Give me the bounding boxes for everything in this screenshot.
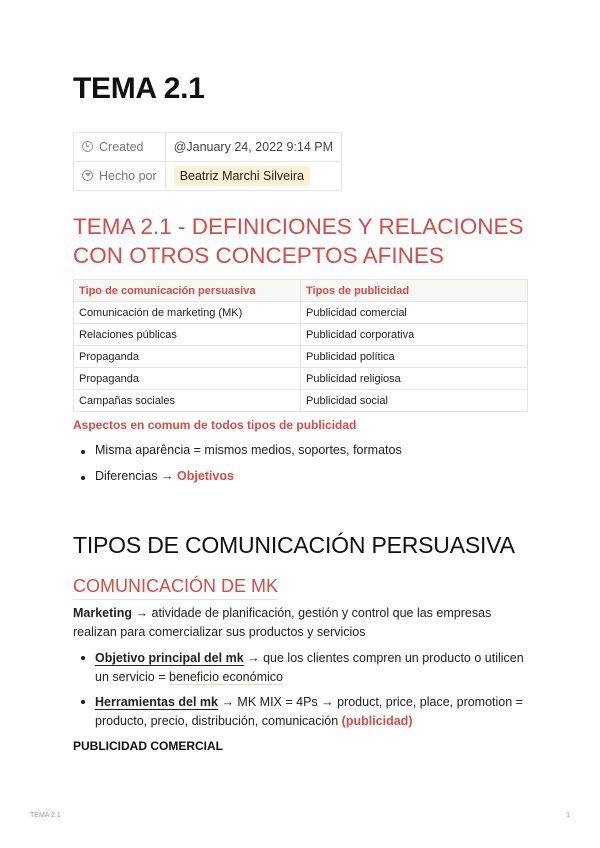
highlight-text: beneficio económico [169,670,283,684]
table-cell: Publicidad religiosa [301,368,528,390]
table-cell: Publicidad social [301,390,528,412]
property-value: @January 24, 2022 9:14 PM [165,133,341,162]
footer-title: TEMA 2.1 [30,812,61,819]
aspects-list [73,443,529,495]
table-cell: Campañas sociales [74,390,301,412]
aspects-heading: Aspectos en comum de todos tipos de publicidad [73,418,357,432]
marketing-list [73,649,529,737]
person-property-icon [82,170,93,181]
table-cell: Propaganda [74,368,301,390]
list-item: Herramientas del mk → MK MIX = 4Ps → product, price, place, promotion = producto, precio, distribución, comunicación (publicidad) [73,693,529,731]
property-key: Hecho por [99,169,157,183]
column-header: Tipos de publicidad [301,280,528,302]
table-cell: Relaciones públicas [74,324,301,346]
table-cell: Propaganda [74,346,301,368]
emphasis-text: Objetivos [176,469,234,483]
subsection-heading: COMUNICACIÓN DE MK [73,576,278,600]
table-cell: Comunicación de marketing (MK) [74,302,301,324]
table-row [74,302,528,324]
properties-table [73,132,342,191]
term-label: Herramientas del mk [95,695,218,709]
table-row [74,390,528,412]
list-item: Diferencias → Objetivos [73,469,529,495]
section-heading: TIPOS DE COMUNICACIÓN PERSUASIVA [73,532,515,558]
clock-icon [82,141,93,152]
property-row-hecho-por [74,162,342,191]
emphasis-text: (publicidad) [341,714,413,728]
section-heading: TEMA 2.1 - DEFINICIONES Y RELACIONES CON OTROS CONCEPTOS AFINES [73,214,524,268]
table-row [74,346,528,368]
page-title: TEMA 2.1 [73,72,205,105]
table-cell: Publicidad comercial [301,302,528,324]
subsection-label: PUBLICIDAD COMERCIAL [73,739,223,753]
table-cell: Publicidad corporativa [301,324,528,346]
term-label: Objetivo principal del mk [95,651,244,665]
table-header-row [74,280,528,302]
marketing-paragraph: Marketing → atividade de planificación, gestión y control que las empresas realizan para comercializar sus productos y servicios [73,606,492,639]
table-row [74,324,528,346]
person-tag[interactable]: Beatriz Marchi Silveira [174,166,310,186]
list-item: Misma aparência = mismos medios, soportes, formatos [73,443,529,469]
column-header: Tipo de comunicación persuasiva [74,280,301,302]
page-number: 1 [566,812,570,819]
list-item: Objetivo principal del mk → que los clientes compren un producto o utilicen un servicio = beneficio económico [73,649,529,687]
table-row [74,368,528,390]
communication-table [73,279,528,412]
term-label: Marketing [73,606,133,620]
table-cell: Publicidad política [301,346,528,368]
property-key: Created [99,140,144,154]
property-row-created [74,133,342,162]
